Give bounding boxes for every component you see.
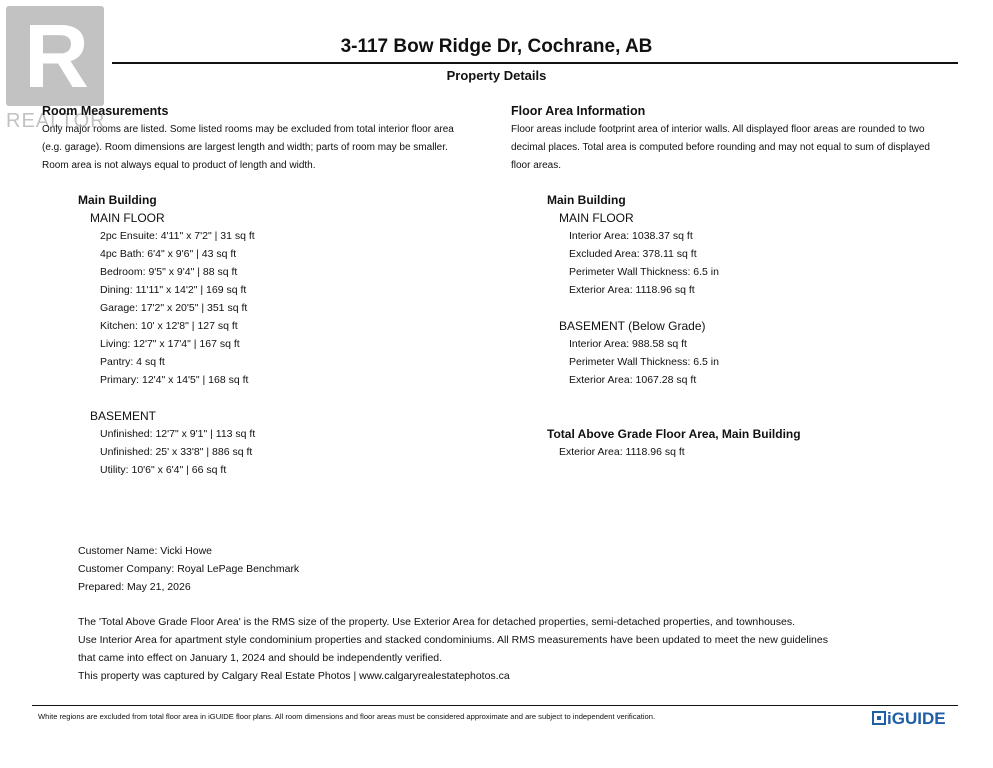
room-row: Utility: 10'6" x 6'4" | 66 sq ft (100, 464, 227, 476)
area-row: Perimeter Wall Thickness: 6.5 in (569, 266, 719, 278)
floor-label-basement: BASEMENT (90, 409, 157, 423)
floor-label-basement: BASEMENT (Below Grade) (559, 319, 706, 333)
room-row: Unfinished: 12'7" x 9'1" | 113 sq ft (100, 428, 256, 440)
page-subtitle: Property Details (446, 68, 547, 83)
disclaimer-line: This property was captured by Calgary Real Estate Photos | www.calgaryrealestatephotos.ca (78, 670, 510, 682)
room-row: Living: 12'7" x 17'4" | 167 sq ft (100, 338, 240, 350)
iguide-icon (872, 711, 886, 725)
disclaimer-line: Use Interior Area for apartment style condominium properties and stacked condominiums. All RMS measurements have been updated to meet the new guidelines (78, 634, 828, 646)
area-row: Perimeter Wall Thickness: 6.5 in (569, 356, 719, 368)
total-area-heading: Total Above Grade Floor Area, Main Building (547, 427, 801, 441)
disclaimer-line: that came into effect on January 1, 2024 and should be independently verified. (78, 652, 443, 664)
footer-note: White regions are excluded from total floor area in iGUIDE floor plans. All room dimensions and floor areas must be considered approximate and are subject to independent verification. (38, 712, 656, 721)
note-line: Room area is not always equal to product of length and width. (42, 160, 316, 171)
building-label: Main Building (78, 193, 157, 207)
area-row: Interior Area: 988.58 sq ft (569, 338, 687, 350)
room-measurements-note (42, 121, 502, 175)
realtor-logo-letter: R (24, 7, 89, 107)
footer-divider (32, 705, 958, 706)
page-title: 3-117 Bow Ridge Dr, Cochrane, AB (340, 36, 653, 57)
note-line: Only major rooms are listed. Some listed rooms may be excluded from total interior floor area (42, 124, 454, 135)
building-label: Main Building (547, 193, 626, 207)
floor-label-main: MAIN FLOOR (559, 211, 634, 225)
room-row: Pantry: 4 sq ft (100, 356, 165, 368)
prepared-date: Prepared: May 21, 2026 (78, 581, 191, 593)
floor-area-list (547, 191, 967, 461)
customer-info (78, 542, 299, 596)
room-row: 2pc Ensuite: 4'11" x 7'2" | 31 sq ft (100, 230, 255, 242)
iguide-logo (872, 709, 946, 729)
floor-area-note (511, 121, 971, 175)
area-row: Interior Area: 1038.37 sq ft (569, 230, 693, 242)
room-row: Kitchen: 10' x 12'8" | 127 sq ft (100, 320, 238, 332)
header-divider (112, 62, 958, 64)
disclaimer-line: The 'Total Above Grade Floor Area' is the RMS size of the property. Use Exterior Area for detached properties, semi-detached properties, and townhouses. (78, 616, 796, 628)
room-measurements-heading: Room Measurements (42, 104, 169, 118)
room-row: Dining: 11'11" x 14'2" | 169 sq ft (100, 284, 247, 296)
note-line: (e.g. garage). Room dimensions are largest length and width; parts of room may be smaller. (42, 142, 448, 153)
total-area-row: Exterior Area: 1118.96 sq ft (559, 446, 685, 458)
note-line: floor areas. (511, 160, 562, 171)
room-row: Primary: 12'4" x 14'5" | 168 sq ft (100, 374, 249, 386)
room-row: Bedroom: 9'5" x 9'4" | 88 sq ft (100, 266, 238, 278)
area-row: Excluded Area: 378.11 sq ft (569, 248, 697, 260)
customer-company: Customer Company: Royal LePage Benchmark (78, 563, 300, 575)
customer-name: Customer Name: Vicki Howe (78, 545, 213, 557)
note-line: Floor areas include footprint area of interior walls. All displayed floor areas are rounded to two (511, 124, 925, 135)
floor-area-heading: Floor Area Information (511, 104, 646, 118)
area-row: Exterior Area: 1118.96 sq ft (569, 284, 695, 296)
area-row: Exterior Area: 1067.28 sq ft (569, 374, 697, 386)
iguide-wordmark: iGUIDE (887, 709, 946, 728)
room-list (78, 191, 478, 479)
room-row: Unfinished: 25' x 33'8" | 886 sq ft (100, 446, 253, 458)
rms-disclaimer (78, 613, 938, 685)
realtor-logo-word: REALTOR (6, 110, 106, 132)
room-row: Garage: 17'2" x 20'5" | 351 sq ft (100, 302, 248, 314)
note-line: decimal places. Total area is computed before rounding and may not equal to sum of displayed (511, 142, 930, 153)
floor-label-main: MAIN FLOOR (90, 211, 165, 225)
room-row: 4pc Bath: 6'4" x 9'6" | 43 sq ft (100, 248, 237, 260)
